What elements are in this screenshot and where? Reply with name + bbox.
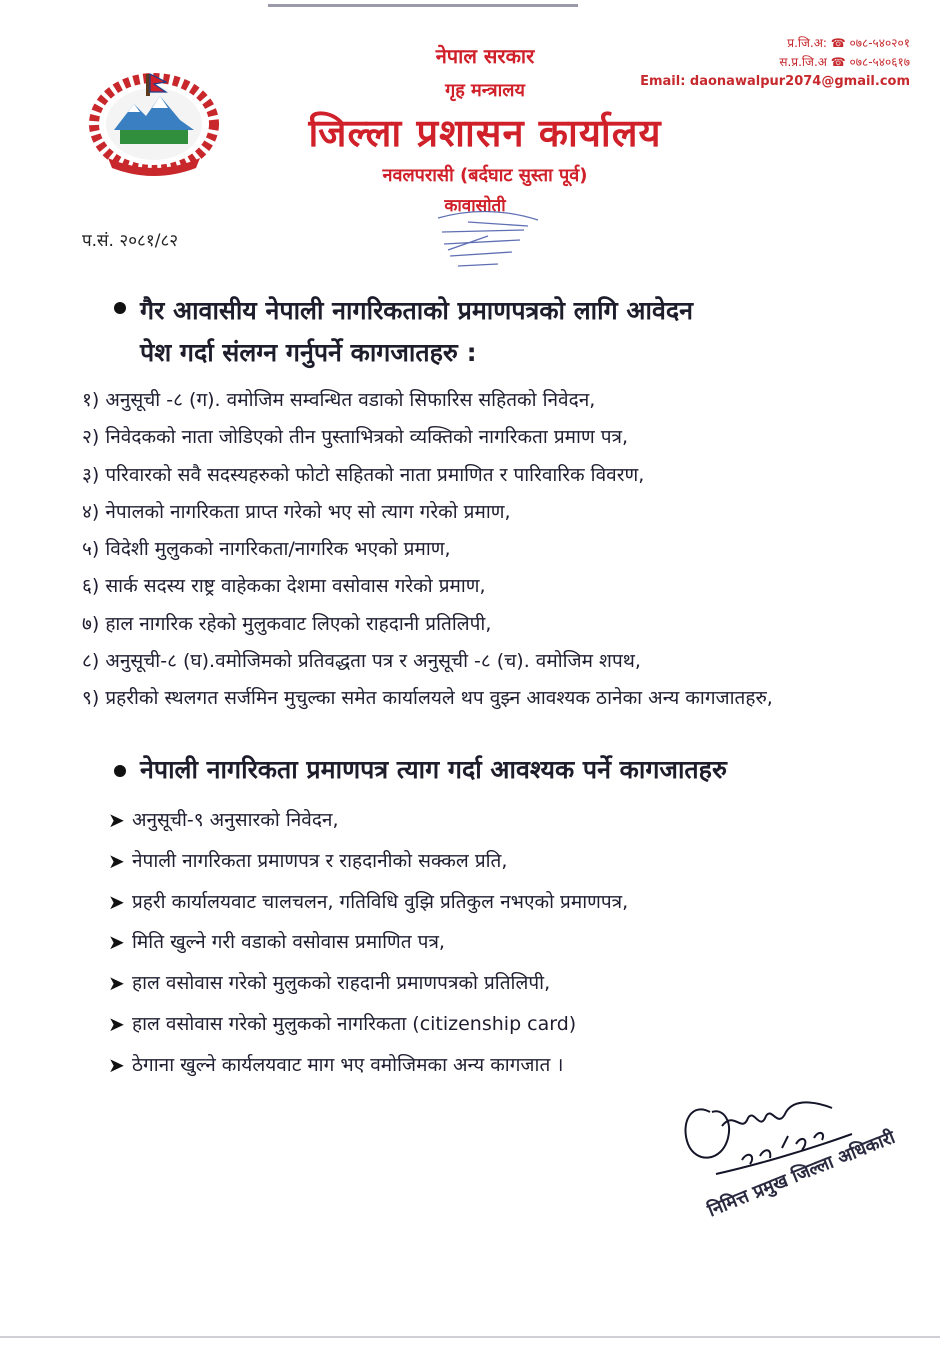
arrow-bullet-icon: ➤ [108, 930, 125, 955]
list-item: २) निवेदकको नाता जोडिएको तीन पुस्ताभित्रको व्यक्तिको नागरिकता प्रमाण पत्र, [82, 426, 629, 449]
office-stamp-icon [428, 200, 546, 278]
list-item-text: प्रहरी कार्यालयवाट चालचलन, गतिविधि वुझि प्रतिकुल नभएको प्रमाणपत्र, [132, 890, 629, 913]
bullet-icon [114, 765, 126, 777]
bullet-icon [114, 302, 126, 314]
list-item: ९) प्रहरीको स्थलगत सर्जमिन मुचुल्का समेत कार्यालयले थप वुझ्न आवश्यक ठानेका अन्य कागजातहरु, [82, 687, 773, 710]
list-item: १) अनुसूची -८ (ग). वमोजिम सम्वन्धित वडाको सिफारिस सहितको निवेदन, [82, 389, 596, 411]
nepal-emblem-icon [88, 66, 220, 176]
list-item: ६) सार्क सदस्य राष्ट्र वाहेकका देशमा वसोवास गरेको प्रमाण, [82, 575, 486, 598]
list-item-text: ठेगाना खुल्ने कार्यलयवाट माग भए वमोजिमका अन्य कागजात । [132, 1053, 564, 1076]
list-item [108, 882, 878, 923]
list-item-text: नेपाली नागरिकता प्रमाणपत्र र राहदानीको सक्कल प्रति, [132, 849, 508, 872]
arrow-bullet-icon: ➤ [108, 889, 125, 914]
arrow-bullet-icon: ➤ [108, 848, 125, 873]
list-item: ७) हाल नागरिक रहेको मुलुकवाट लिएको राहदानी प्रतिलिपी, [82, 612, 492, 635]
ministry-name: गृह मन्त्रालय [445, 80, 525, 101]
list-item: ५) विदेशी मुलुकको नागरिकता/नागरिक भएको प्रमाण, [82, 538, 451, 561]
arrow-bullet-icon: ➤ [108, 1011, 125, 1036]
arrow-bullet-icon: ➤ [108, 1052, 125, 1077]
office-title: जिल्ला प्रशासन कार्यालय [308, 111, 662, 155]
section1-heading-line1: गैर आवासीय नेपाली नागरिकताको प्रमाणपत्रको लागि आवेदन [140, 296, 693, 325]
reference-number: प.सं. २०८१/८२ [82, 231, 179, 251]
arrow-bullet-icon: ➤ [108, 971, 125, 996]
list-item [108, 841, 878, 882]
list-item: ३) परिवारको सवै सदस्यहरुको फोटो सहितको नाता प्रमाणित र पारिवारिक विवरण, [82, 463, 645, 486]
section1-heading-text [140, 290, 693, 374]
government-name: नेपाल सरकार [435, 44, 535, 68]
phone-cdo: प्र.जि.अ: ☎ ०७८-५४०२०१ [787, 36, 910, 50]
signatory-title: निमित्त प्रमुख जिल्ला अधिकारी [704, 1126, 899, 1222]
list-item [108, 1045, 878, 1086]
arrow-bullet-icon: ➤ [108, 808, 125, 832]
top-rule [268, 4, 578, 7]
section1-list [82, 382, 882, 718]
list-item-text: हाल वसोवास गरेको मुलुकको राहदानी प्रमाणपत्रको प्रतिलिपी, [132, 972, 551, 995]
bottom-rule [0, 1336, 940, 1338]
section2-list [108, 800, 878, 1086]
section1-heading-line2: पेश गर्दा संलग्न गर्नुपर्ने कागजातहरु : [140, 338, 477, 367]
list-item [108, 1004, 878, 1045]
email-address: Email: daonawalpur2074@gmail.com [640, 74, 910, 89]
list-item: ४) नेपालको नागरिकता प्राप्त गरेको भए सो त्याग गरेको प्रमाण, [82, 500, 511, 523]
list-item-text: हाल वसोवास गरेको मुलुकको नागरिकता (citizenship card) [132, 1012, 577, 1035]
list-item [108, 800, 878, 841]
list-item-text: मिति खुल्ने गरी वडाको वसोवास प्रमाणित पत्र, [132, 931, 445, 954]
section1-heading [114, 290, 874, 374]
list-item: ८) अनुसूची-८ (घ).वमोजिमको प्रतिवद्धता पत्र र अनुसूची -८ (च). वमोजिम शपथ, [82, 650, 641, 673]
phone-acdo: स.प्र.जि.अ ☎ ०७८-५४०६१७ [779, 55, 910, 69]
list-item [108, 963, 878, 1004]
office-location: कावासोती [444, 196, 506, 216]
district-name: नवलपरासी (बर्दघाट सुस्ता पूर्व) [382, 165, 588, 186]
list-item [108, 922, 878, 963]
contact-block [640, 34, 910, 91]
section2-heading [114, 753, 884, 787]
list-item-text: अनुसूची-९ अनुसारको निवेदन, [132, 809, 339, 831]
section2-heading-text: नेपाली नागरिकता प्रमाणपत्र त्याग गर्दा आवश्यक पर्ने कागजातहरु [140, 755, 727, 784]
